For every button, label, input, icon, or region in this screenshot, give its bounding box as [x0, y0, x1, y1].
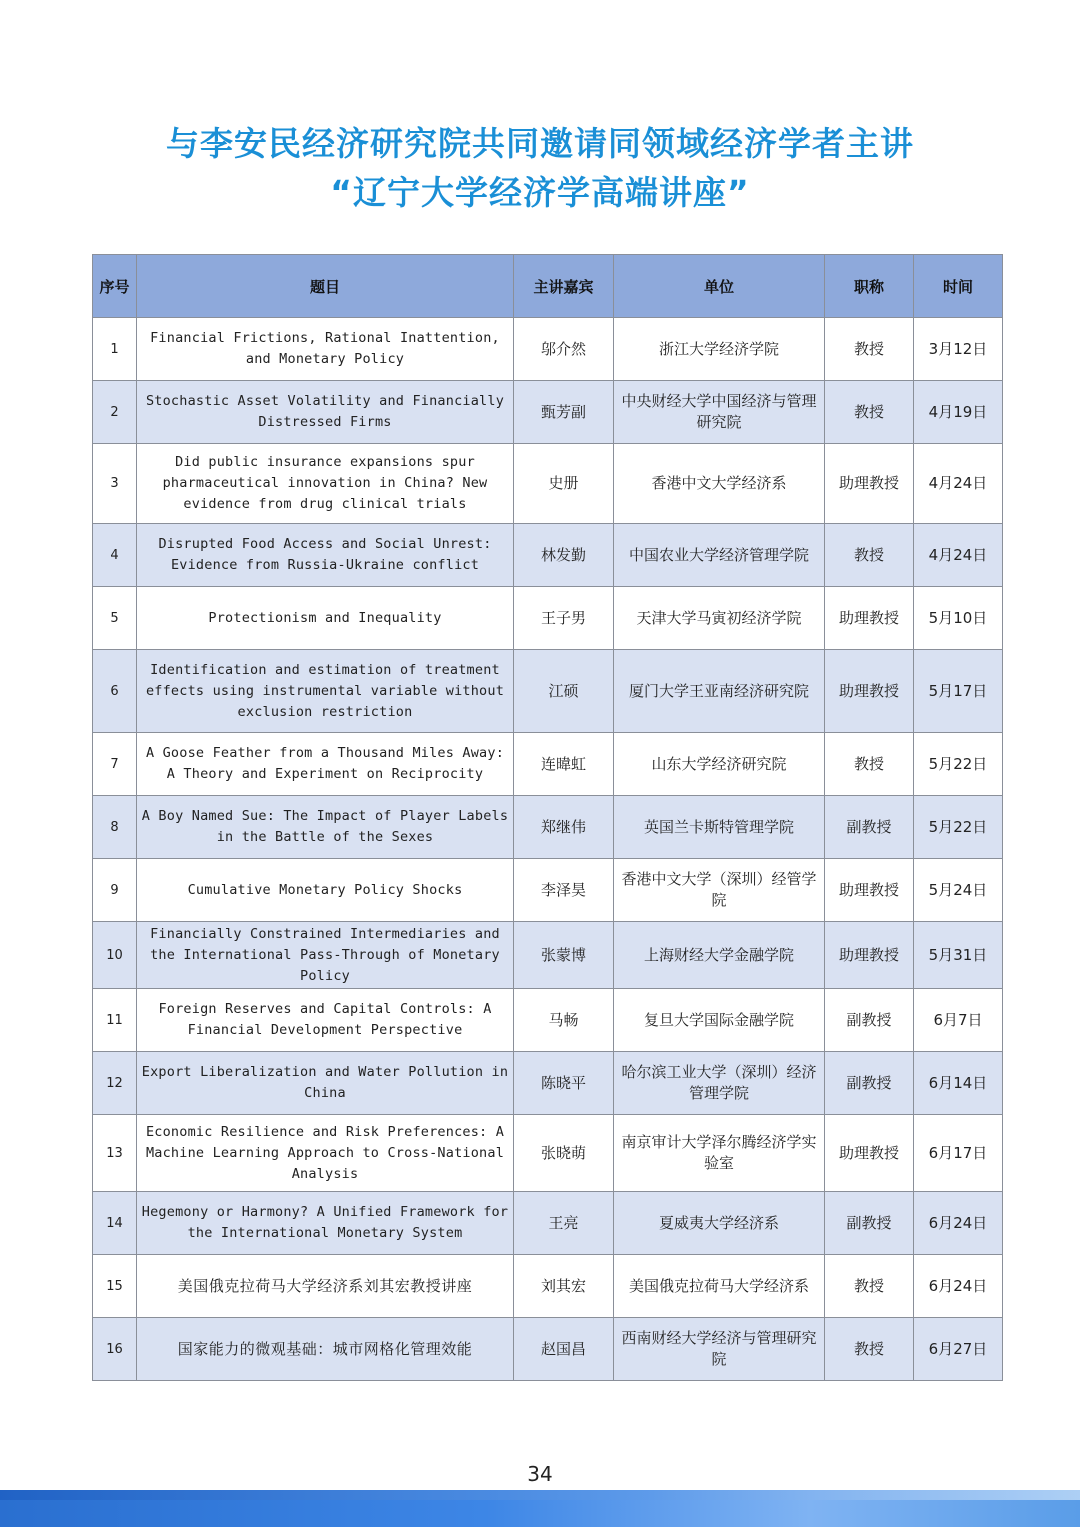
row-org: 中央财经大学中国经济与管理研究院	[614, 381, 825, 444]
row-date: 4月24日	[914, 524, 1003, 587]
table-row	[93, 1052, 1003, 1115]
row-speaker: 林发勤	[514, 524, 614, 587]
row-date: 4月24日	[914, 444, 1003, 524]
row-date: 6月7日	[914, 989, 1003, 1052]
row-topic: Protectionism and Inequality	[137, 587, 514, 650]
row-topic: Disrupted Food Access and Social Unrest: Evidence from Russia-Ukraine conflict	[137, 524, 514, 587]
row-date: 5月24日	[914, 859, 1003, 922]
row-date: 4月19日	[914, 381, 1003, 444]
row-rank: 教授	[825, 318, 914, 381]
table-row	[93, 318, 1003, 381]
table-row	[93, 1115, 1003, 1192]
row-num: 1	[93, 318, 137, 381]
row-org: 哈尔滨工业大学（深圳）经济管理学院	[614, 1052, 825, 1115]
row-date: 5月10日	[914, 587, 1003, 650]
table-row	[93, 524, 1003, 587]
row-org: 香港中文大学（深圳）经管学院	[614, 859, 825, 922]
row-date: 5月22日	[914, 733, 1003, 796]
header-org: 单位	[614, 255, 825, 318]
table-row	[93, 650, 1003, 733]
row-org: 美国俄克拉荷马大学经济系	[614, 1255, 825, 1318]
table-row	[93, 859, 1003, 922]
row-rank: 教授	[825, 1255, 914, 1318]
row-org: 山东大学经济研究院	[614, 733, 825, 796]
row-topic: Stochastic Asset Volatility and Financially Distressed Firms	[137, 381, 514, 444]
row-speaker: 郑继伟	[514, 796, 614, 859]
row-rank: 助理教授	[825, 587, 914, 650]
row-num: 12	[93, 1052, 137, 1115]
table-row	[93, 587, 1003, 650]
row-org: 香港中文大学经济系	[614, 444, 825, 524]
row-speaker: 邬介然	[514, 318, 614, 381]
table-header-row	[93, 255, 1003, 318]
footer-decorative-band	[0, 1490, 1080, 1527]
row-speaker: 李泽昊	[514, 859, 614, 922]
row-rank: 教授	[825, 1318, 914, 1381]
row-topic: Economic Resilience and Risk Preferences: A Machine Learning Approach to Cross-National Analysis	[137, 1115, 514, 1192]
page-title-line-2: “辽宁大学经济学高端讲座”	[330, 173, 750, 212]
row-speaker: 张蒙博	[514, 922, 614, 989]
row-num: 5	[93, 587, 137, 650]
page-title-line-1: 与李安民经济研究院共同邀请同领域经济学者主讲	[166, 124, 914, 163]
row-speaker: 陈晓平	[514, 1052, 614, 1115]
row-speaker: 史册	[514, 444, 614, 524]
lecture-schedule-table	[92, 254, 1003, 1381]
row-org: 英国兰卡斯特管理学院	[614, 796, 825, 859]
row-speaker: 连暐虹	[514, 733, 614, 796]
header-speaker: 主讲嘉宾	[514, 255, 614, 318]
row-num: 6	[93, 650, 137, 733]
row-org: 复旦大学国际金融学院	[614, 989, 825, 1052]
row-speaker: 赵国昌	[514, 1318, 614, 1381]
row-topic: Export Liberalization and Water Pollution in China	[137, 1052, 514, 1115]
row-org: 夏威夷大学经济系	[614, 1192, 825, 1255]
row-num: 2	[93, 381, 137, 444]
row-date: 5月31日	[914, 922, 1003, 989]
row-num: 3	[93, 444, 137, 524]
row-date: 6月24日	[914, 1255, 1003, 1318]
row-rank: 助理教授	[825, 650, 914, 733]
row-rank: 副教授	[825, 1192, 914, 1255]
row-num: 9	[93, 859, 137, 922]
row-date: 6月24日	[914, 1192, 1003, 1255]
page-number: 34	[527, 1462, 553, 1486]
row-rank: 助理教授	[825, 922, 914, 989]
row-topic: Financial Frictions, Rational Inattention, and Monetary Policy	[137, 318, 514, 381]
table-row	[93, 381, 1003, 444]
row-num: 7	[93, 733, 137, 796]
row-rank: 助理教授	[825, 859, 914, 922]
row-num: 8	[93, 796, 137, 859]
row-topic: Hegemony or Harmony? A Unified Framework for the International Monetary System	[137, 1192, 514, 1255]
row-speaker: 张晓萌	[514, 1115, 614, 1192]
row-num: 15	[93, 1255, 137, 1318]
table-row	[93, 796, 1003, 859]
row-topic: Did public insurance expansions spur pharmaceutical innovation in China? New evidence from drug clinical trials	[137, 444, 514, 524]
row-topic: 国家能力的微观基础：城市网格化管理效能	[137, 1318, 514, 1381]
row-topic: Cumulative Monetary Policy Shocks	[137, 859, 514, 922]
row-rank: 副教授	[825, 796, 914, 859]
row-speaker: 王子男	[514, 587, 614, 650]
row-speaker: 刘其宏	[514, 1255, 614, 1318]
row-rank: 副教授	[825, 989, 914, 1052]
table-row	[93, 444, 1003, 524]
header-topic: 题目	[137, 255, 514, 318]
table-row	[93, 1192, 1003, 1255]
row-topic: A Boy Named Sue: The Impact of Player Labels in the Battle of the Sexes	[137, 796, 514, 859]
row-org: 中国农业大学经济管理学院	[614, 524, 825, 587]
row-num: 13	[93, 1115, 137, 1192]
row-date: 6月14日	[914, 1052, 1003, 1115]
footer-stripe	[0, 1490, 1080, 1500]
row-rank: 教授	[825, 381, 914, 444]
row-num: 10	[93, 922, 137, 989]
row-speaker: 江硕	[514, 650, 614, 733]
row-org: 上海财经大学金融学院	[614, 922, 825, 989]
row-org: 浙江大学经济学院	[614, 318, 825, 381]
row-topic: 美国俄克拉荷马大学经济系刘其宏教授讲座	[137, 1255, 514, 1318]
row-topic: Financially Constrained Intermediaries and the International Pass-Through of Monetary Policy	[137, 922, 514, 989]
row-num: 16	[93, 1318, 137, 1381]
row-speaker: 王亮	[514, 1192, 614, 1255]
table-row	[93, 733, 1003, 796]
row-date: 6月17日	[914, 1115, 1003, 1192]
row-rank: 副教授	[825, 1052, 914, 1115]
row-org: 南京审计大学泽尔腾经济学实验室	[614, 1115, 825, 1192]
row-rank: 教授	[825, 733, 914, 796]
row-date: 6月27日	[914, 1318, 1003, 1381]
row-rank: 助理教授	[825, 1115, 914, 1192]
table-row	[93, 1318, 1003, 1381]
row-org: 西南财经大学经济与管理研究院	[614, 1318, 825, 1381]
row-num: 14	[93, 1192, 137, 1255]
header-rank: 职称	[825, 255, 914, 318]
table-row	[93, 1255, 1003, 1318]
row-rank: 教授	[825, 524, 914, 587]
row-rank: 助理教授	[825, 444, 914, 524]
row-date: 5月22日	[914, 796, 1003, 859]
row-topic: Foreign Reserves and Capital Controls: A Financial Development Perspective	[137, 989, 514, 1052]
row-org: 厦门大学王亚南经济研究院	[614, 650, 825, 733]
row-topic: A Goose Feather from a Thousand Miles Away: A Theory and Experiment on Reciprocity	[137, 733, 514, 796]
table-row	[93, 989, 1003, 1052]
row-date: 5月17日	[914, 650, 1003, 733]
row-topic: Identification and estimation of treatment effects using instrumental variable without exclusion restriction	[137, 650, 514, 733]
row-date: 3月12日	[914, 318, 1003, 381]
row-num: 11	[93, 989, 137, 1052]
row-speaker: 马畅	[514, 989, 614, 1052]
table-row	[93, 922, 1003, 989]
row-org: 天津大学马寅初经济学院	[614, 587, 825, 650]
row-speaker: 甄芳副	[514, 381, 614, 444]
row-num: 4	[93, 524, 137, 587]
header-date: 时间	[914, 255, 1003, 318]
header-num: 序号	[93, 255, 137, 318]
